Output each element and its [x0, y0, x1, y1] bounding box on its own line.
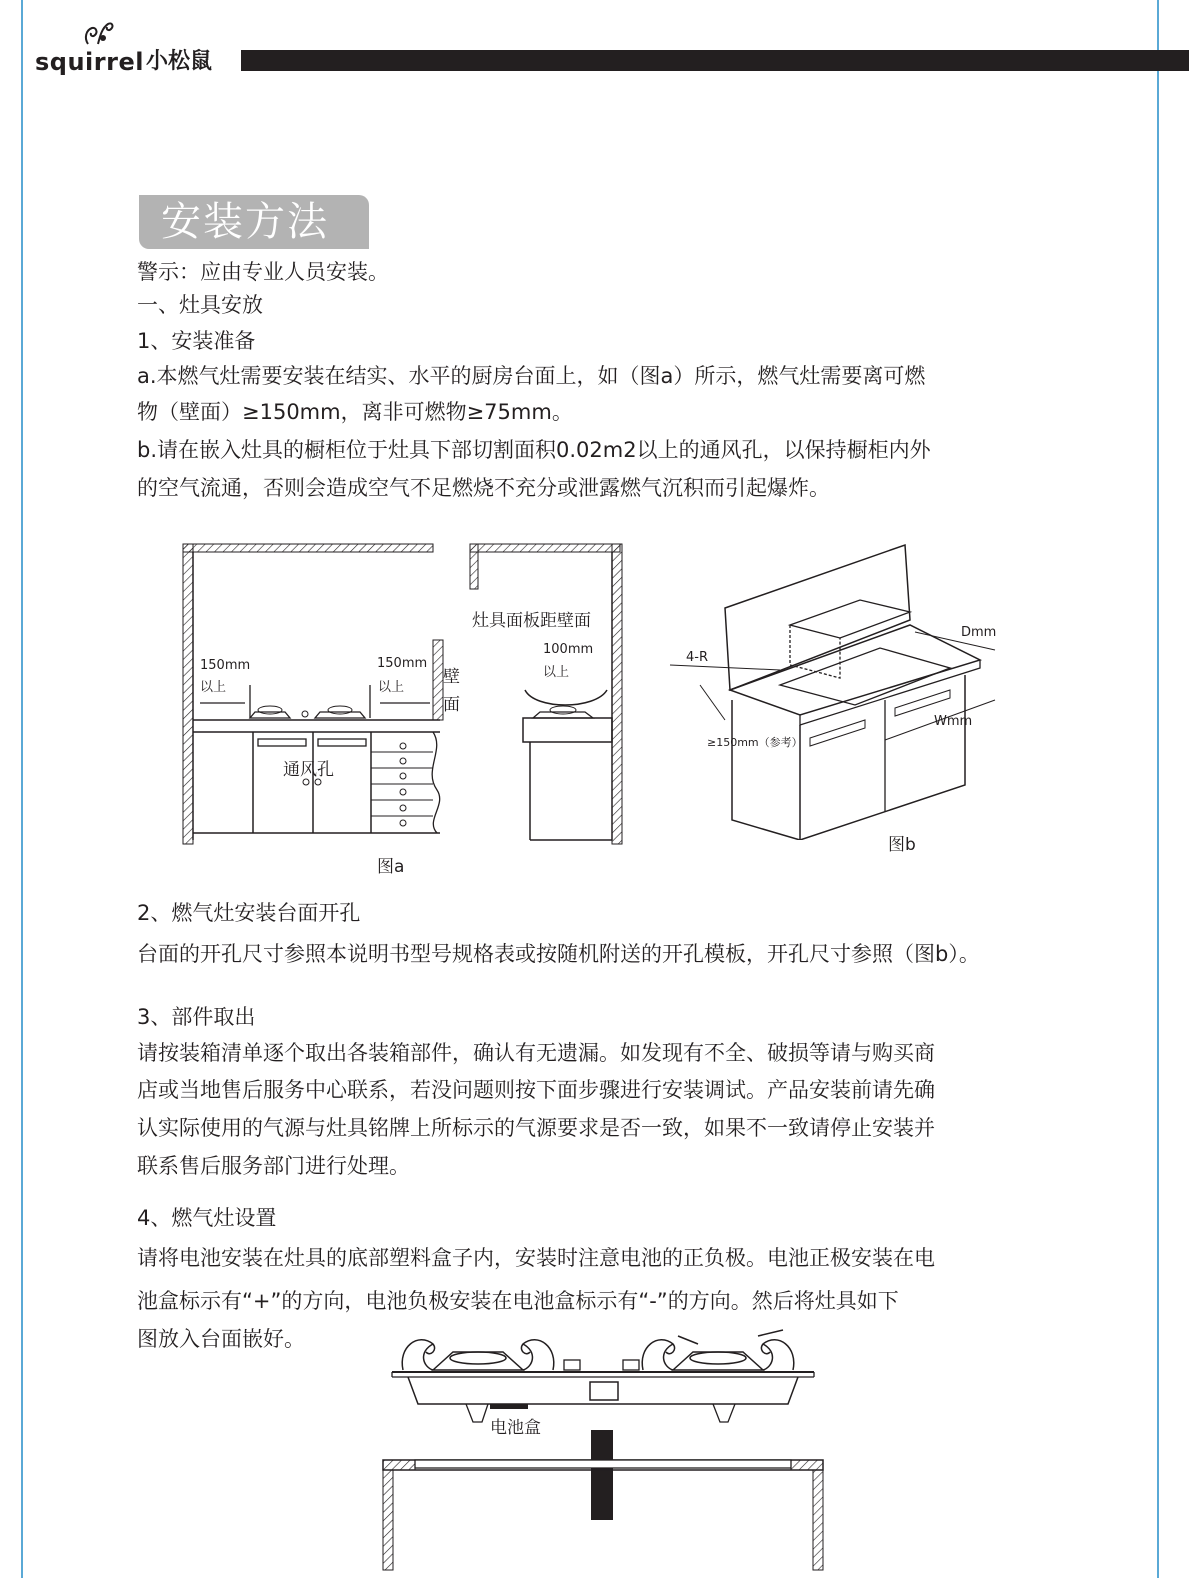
- paragraph-line: 店或当地售后服务中心联系，若没问题则按下面步骤进行安装调试。产品安装前请先确: [137, 1078, 935, 1102]
- brand-name-en: squirrel: [35, 48, 144, 76]
- fig-b-ref-label: ≥150mm（参考）: [707, 736, 803, 749]
- figure-b-caption: 图b: [888, 835, 916, 855]
- header-bar: [241, 50, 1189, 71]
- fig-a-left-gap: 150mm: [200, 658, 251, 673]
- paragraph-line: 物（壁面）≥150mm，离非可燃物≥75mm。: [137, 400, 573, 424]
- fig-a-panel-value: 100mm: [543, 642, 594, 657]
- page-border-right: [1157, 0, 1159, 1578]
- step-title: 3、部件取出: [137, 1005, 256, 1029]
- paragraph-line: b.请在嵌入灶具的橱柜位于灶具下部切割面积0.02m2以上的通风孔，以保持橱柜内外: [137, 438, 931, 462]
- squirrel-icon: [80, 18, 120, 46]
- fig-b-w-label: Wmm: [934, 714, 973, 729]
- step-title: 4、燃气灶设置: [137, 1206, 277, 1230]
- figure-a-diagram: [175, 540, 635, 875]
- fig-a-right-gap-note: 以上: [378, 680, 405, 695]
- warning-text: 警示：应由专业人员安装。: [137, 260, 389, 284]
- paragraph-line: 联系售后服务部门进行处理。: [137, 1154, 410, 1178]
- page-border-left: [21, 0, 23, 1578]
- brand-name-cn: 小松鼠: [145, 49, 212, 74]
- brand-logo: [35, 42, 212, 76]
- paragraph-line: 的空气流通，否则会造成空气不足燃烧不充分或泄露燃气沉积而引起爆炸。: [137, 476, 830, 500]
- step-title: 2、燃气灶安装台面开孔: [137, 901, 361, 925]
- fig-a-left-gap-note: 以上: [200, 680, 227, 695]
- fig-a-vent-label: 通风孔: [283, 760, 334, 780]
- paragraph-line: 图放入台面嵌好。: [137, 1327, 305, 1351]
- figure-b-diagram: [660, 540, 1010, 840]
- figure-c-diagram: [378, 1322, 828, 1572]
- paragraph-line: 请按装箱清单逐个取出各装箱部件，确认有无遗漏。如发现有不全、破损等请与购买商: [137, 1041, 935, 1065]
- fig-a-right-gap: 150mm: [377, 656, 428, 671]
- fig-a-panel-note: 以上: [543, 665, 570, 680]
- step-title: 1、安装准备: [137, 329, 256, 353]
- figure-a-caption: 图a: [377, 857, 405, 877]
- paragraph-line: a.本燃气灶需要安装在结实、水平的厨房台面上，如（图a）所示，燃气灶需要离可燃: [137, 364, 926, 388]
- fig-c-battery-label: 电池盒: [490, 1418, 541, 1438]
- fig-a-wall-label: 面: [443, 695, 460, 715]
- paragraph-line: 池盒标示有“+”的方向，电池负极安装在电池盒标示有“-”的方向。然后将灶具如下: [137, 1289, 899, 1313]
- fig-b-r-label: 4-R: [686, 650, 708, 665]
- fig-a-panel-title: 灶具面板距壁面: [472, 611, 591, 631]
- paragraph-line: 台面的开孔尺寸参照本说明书型号规格表或按随机附送的开孔模板，开孔尺寸参照（图b）。: [137, 942, 980, 966]
- fig-b-d-label: Dmm: [961, 625, 997, 640]
- section-title: 安装方法: [139, 195, 369, 249]
- fig-a-wall-label: 壁: [443, 667, 460, 687]
- paragraph-line: 认实际使用的气源与灶具铭牌上所标示的气源要求是否一致，如果不一致请停止安装并: [137, 1116, 935, 1140]
- part-title: 一、灶具安放: [137, 293, 263, 317]
- paragraph-line: 请将电池安装在灶具的底部塑料盒子内，安装时注意电池的正负极。电池正极安装在电: [137, 1246, 935, 1270]
